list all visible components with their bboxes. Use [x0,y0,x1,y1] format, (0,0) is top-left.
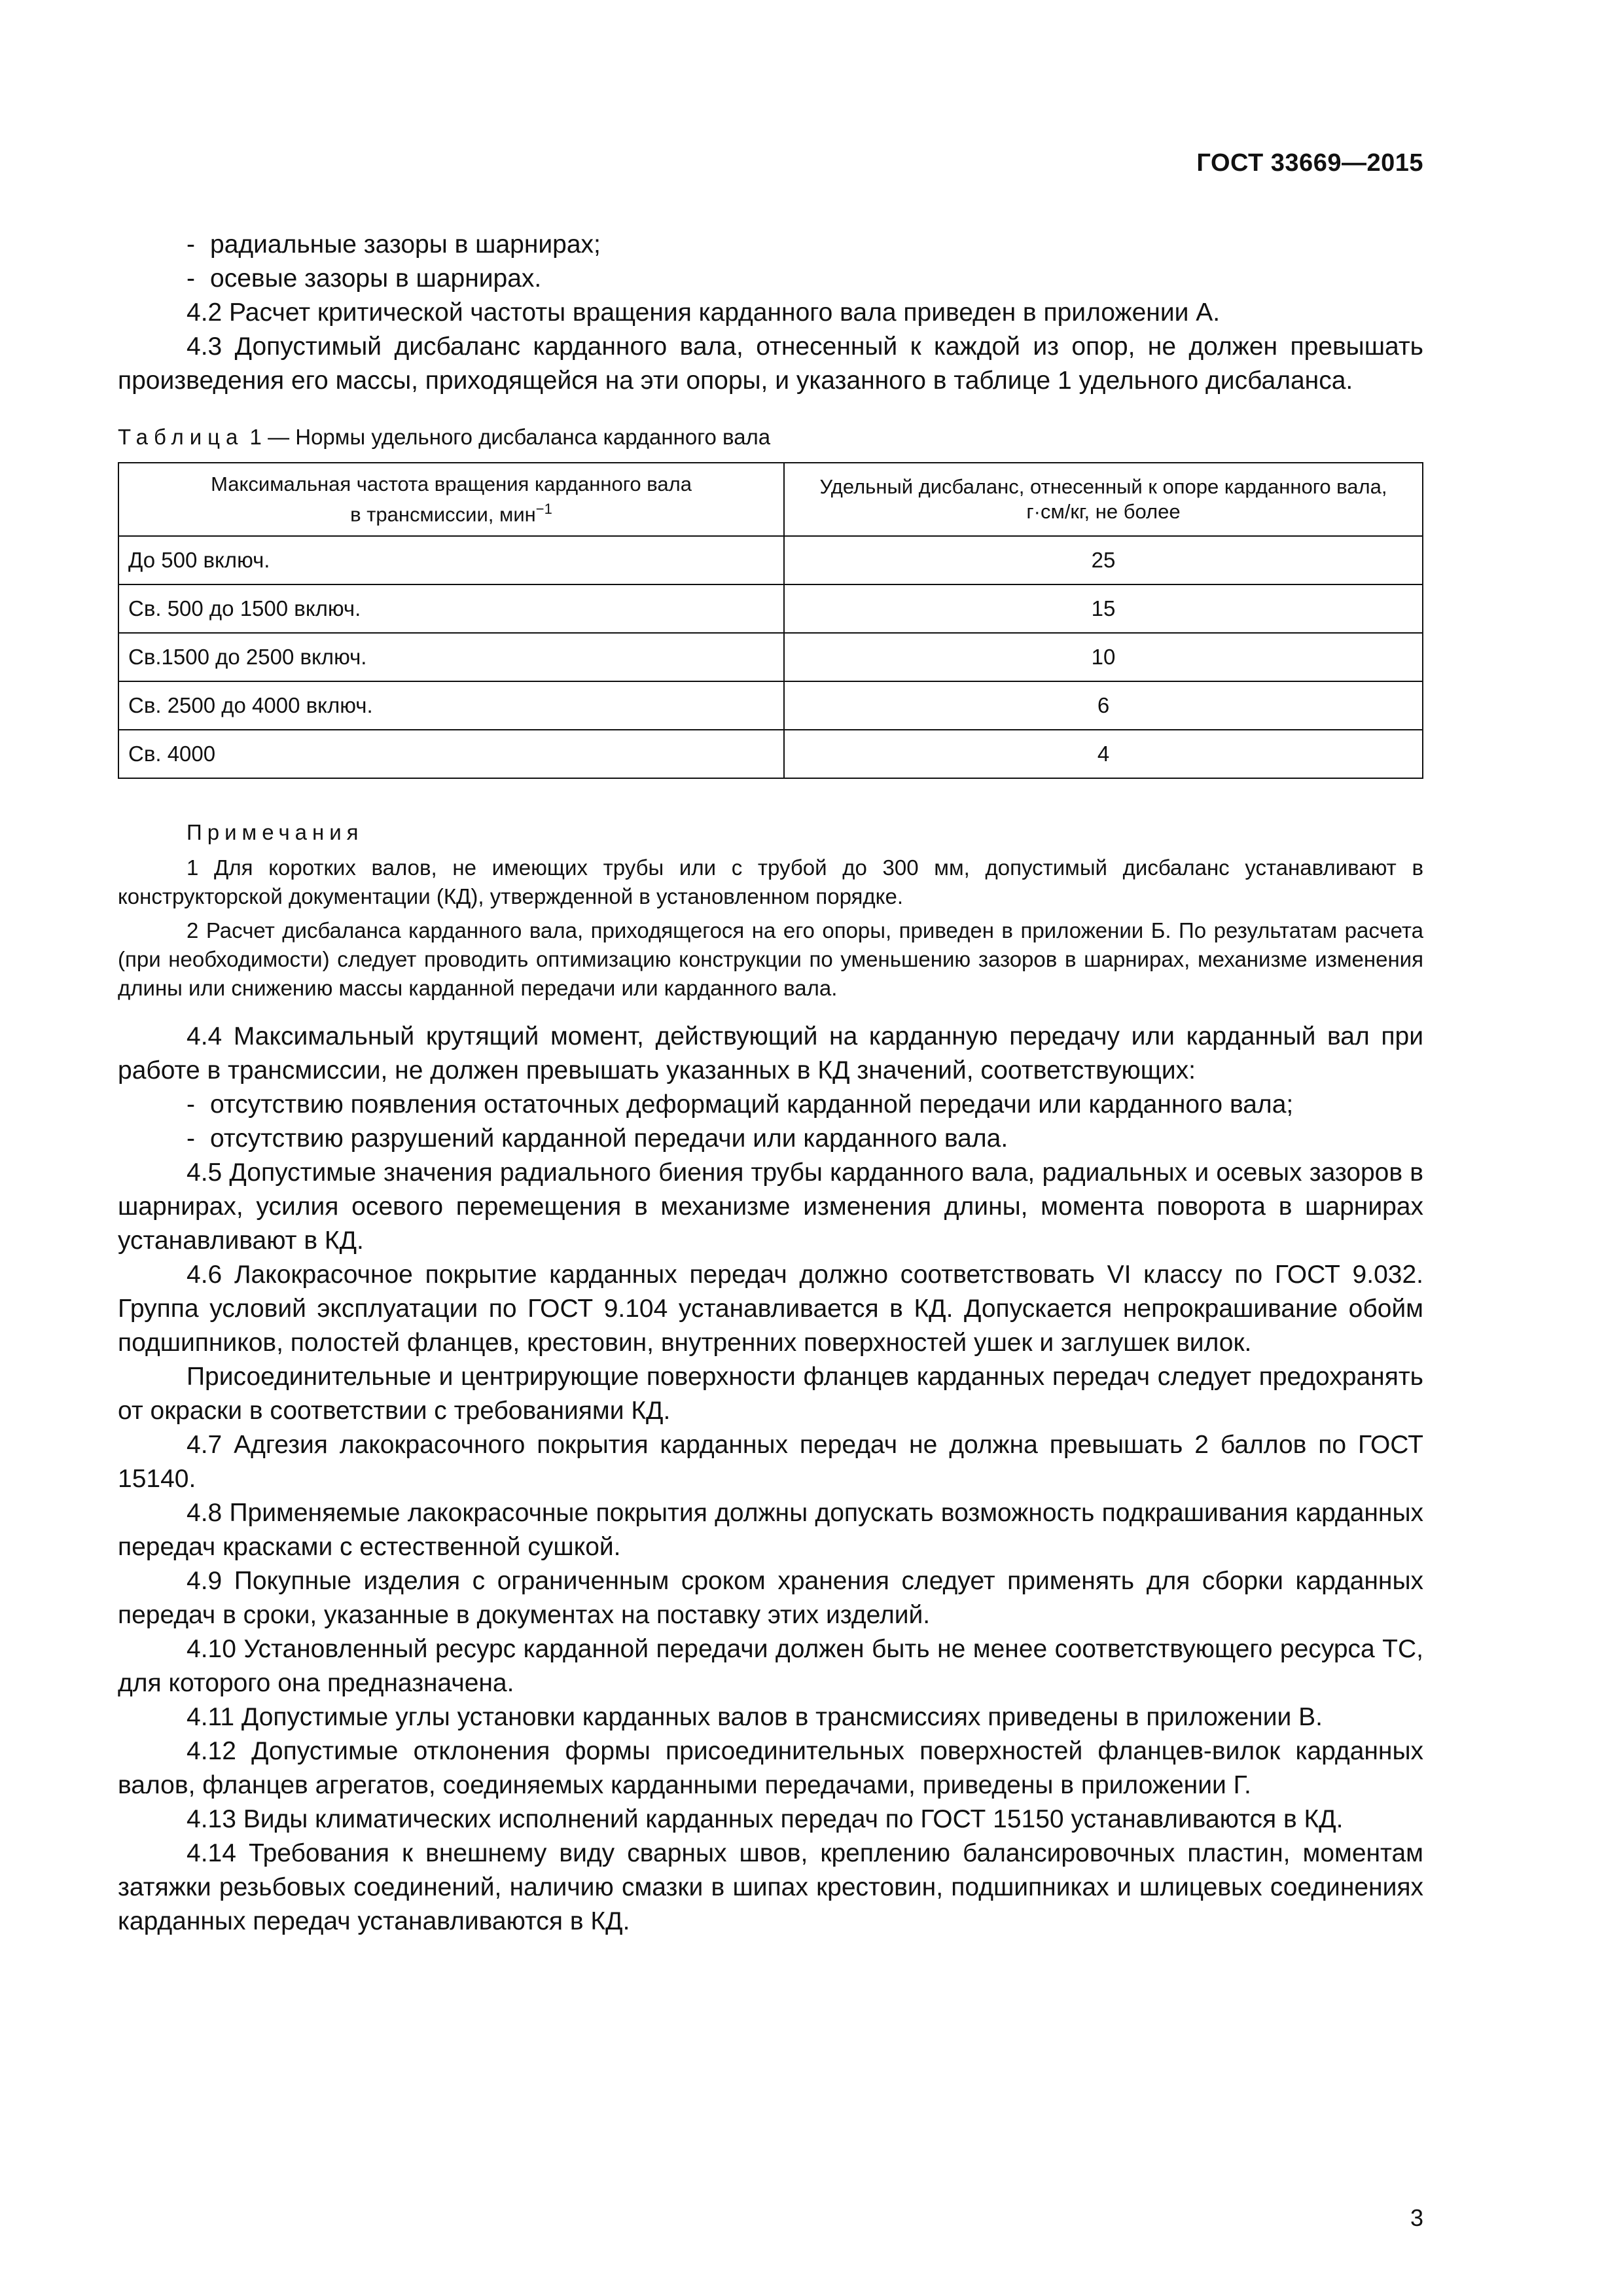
column-header-unbalance-line1: Удельный дисбаланс, отнесенный к опоре карданного вала, [819,475,1387,498]
list-item-text: отсутствию разрушений карданной передачи или карданного вала. [210,1124,1008,1153]
table-caption-title: 1 — Нормы удельного дисбаланса карданного вала [243,425,771,449]
list-item: - осевые зазоры в шарнирах. [187,264,542,293]
standard-designation: ГОСТ 33669—2015 [1196,149,1423,177]
paragraph-4-2: 4.2 Расчет критической частоты вращения карданного вала приведен в приложении А. [187,298,1221,327]
column-header-unbalance [784,463,1423,536]
paragraph-4-9: 4.9 Покупные изделия с ограниченным сроком хранения следует применять для сборки карданных передач в сроки, указанные в документах на поставку этих изделий. [118,1567,1423,1629]
notes-block [118,818,1423,1003]
list-item: - отсутствию разрушений карданной передачи или карданного вала. [187,1124,1008,1153]
paragraph-4-10: 4.10 Установленный ресурс карданной передачи должен быть не менее соответствующего ресурса ТС, для которого она предназначена. [118,1635,1423,1697]
column-header-unbalance-line2: г·см/кг, не более [1026,500,1181,523]
unbalance-norms-table [118,462,1423,779]
table-caption [118,423,1423,452]
list-item: - радиальные зазоры в шарнирах; [187,230,601,259]
page-number: 3 [1410,2204,1423,2231]
table-row [118,681,1423,730]
notes-title: Примечания [187,820,364,844]
list-item-text: радиальные зазоры в шарнирах; [210,230,601,259]
paragraph-4-7: 4.7 Адгезия лакокрасочного покрытия карданных передач не должна превышать 2 баллов по ГОСТ 15140. [118,1431,1423,1493]
table-cell-range: Св. 2500 до 4000 включ. [118,681,784,730]
table-cell-range: Св. 4000 [118,730,784,778]
paragraph-4-14: 4.14 Требования к внешнему виду сварных швов, креплению балансировочных пластин, моментам затяжки резьбовых соединений, наличию смазки в шипах крестовин, подшипниках и шлицевых соединениях карданных передач устанавливаются в КД. [118,1839,1423,1935]
requirements-section [118,1020,1423,1939]
column-header-speed [118,463,784,536]
table-cell-value: 4 [784,730,1423,778]
paragraph-4-12: 4.12 Допустимые отклонения формы присоединительных поверхностей фланцев-вилок карданных валов, фланцев агрегатов, соединяемых карданными передачами, приведены в приложении Г. [118,1737,1423,1799]
list-item-text: отсутствию появления остаточных деформаций карданной передачи или карданного вала; [210,1090,1294,1119]
paragraph-4-6-continued: Присоединительные и центрирующие поверхности фланцев карданных передач следует предохранять от окраски в соответствии с требованиями КД. [118,1363,1423,1425]
table-row [118,633,1423,681]
paragraph-4-6: 4.6 Лакокрасочное покрытие карданных передач должно соответствовать VI классу по ГОСТ 9.032. Группа условий эксплуатации по ГОСТ 9.104 устанавливается в КД. Допускается непрокрашивание обойм подшипников, полостей фланцев, крестовин, внутренних поверхностей ушек и заглушек вилок. [118,1261,1423,1357]
list-item: - отсутствию появления остаточных деформаций карданной передачи или карданного вала; [187,1090,1294,1119]
table-cell-value: 10 [784,633,1423,681]
table-cell-range: Св. 500 до 1500 включ. [118,584,784,633]
table-row [118,584,1423,633]
list-item-text: осевые зазоры в шарнирах. [210,264,542,293]
column-header-speed-line1: Максимальная частота вращения карданного вала [211,472,692,495]
column-header-speed-line2: в трансмиссии, мин [350,503,536,526]
note-2: 2 Расчет дисбаланса карданного вала, приходящегося на его опоры, приведен в приложении Б. По результатам расчета (при необходимости) следует проводить оптимизацию конструкции по уменьшению зазоров в шарнирах, механизме изменения длины или снижению массы карданной передачи или карданного вала. [118,918,1423,1000]
paragraph-4-13: 4.13 Виды климатических исполнений карданных передач по ГОСТ 15150 устанавливаются в КД. [187,1805,1344,1833]
paragraph-4-8: 4.8 Применяемые лакокрасочные покрытия должны допускать возможность подкрашивания карданных передач красками с естественной сушкой. [118,1499,1423,1561]
paragraph-4-4: 4.4 Максимальный крутящий момент, действующий на карданную передачу или карданный вал при работе в трансмиссии, не должен превышать указанных в КД значений, соответствующих: [118,1022,1423,1085]
note-1: 1 Для коротких валов, не имеющих трубы или с трубой до 300 мм, допустимый дисбаланс устанавливают в конструкторской документации (КД), утвержденной в установленном порядке. [118,855,1423,908]
table-cell-range: Св.1500 до 2500 включ. [118,633,784,681]
table-row [118,536,1423,584]
table-cell-range: До 500 включ. [118,536,784,584]
table-cell-value: 25 [784,536,1423,584]
column-header-speed-sup: −1 [535,500,552,517]
paragraph-4-3: 4.3 Допустимый дисбаланс карданного вала, отнесенный к каждой из опор, не должен превышать произведения его массы, приходящейся на эти опоры, и указанного в таблице 1 удельного дисбаланса. [118,332,1423,395]
table-header-row [118,463,1423,536]
table-cell-value: 15 [784,584,1423,633]
table-cell-value: 6 [784,681,1423,730]
table-row [118,730,1423,778]
paragraph-4-11: 4.11 Допустимые углы установки карданных валов в трансмиссиях приведены в приложении В. [187,1703,1323,1731]
table-caption-word: Таблица [118,425,244,449]
document-body [118,228,1423,1939]
paragraph-4-5: 4.5 Допустимые значения радиального биения трубы карданного вала, радиальных и осевых зазоров в шарнирах, усилия осевого перемещения в механизме изменения длины, момента поворота в шарнирах устанавливают в КД. [118,1158,1423,1255]
